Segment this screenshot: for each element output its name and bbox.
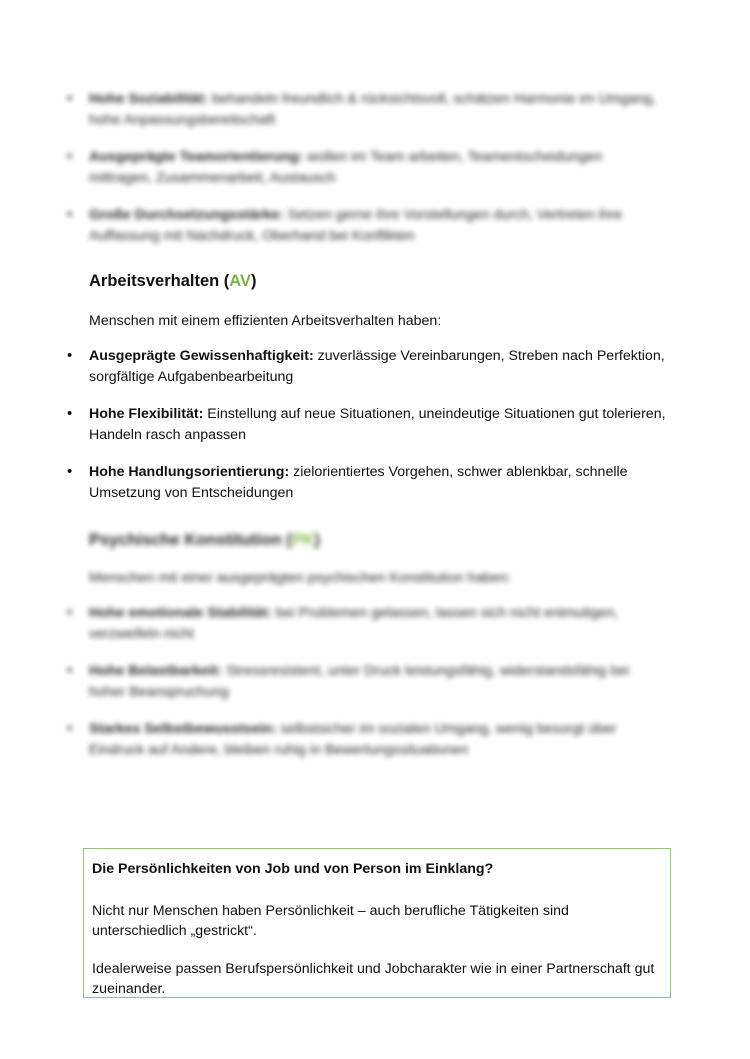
bullet-list bbox=[44, 346, 669, 503]
list-item: • Starkes Selbstbewusstsein: selbstsicher im sozialen Umgang, wenig besorgt über Eindruck auf Andere, bleiben ruhig in Bewertungssituationen bbox=[44, 719, 669, 760]
bullet-list bbox=[44, 603, 669, 760]
list-item: • Hohe Flexibilität: Einstellung auf neue Situationen, uneindeutige Situationen gut tolerieren, Handeln rasch anpassen bbox=[44, 404, 669, 445]
list-item: • Hohe Belastbarkeit: Stressresistent, unter Druck leistungsfähig, widerstandsfähig bei hoher Beanspruchung bbox=[44, 661, 669, 702]
list-item: • Große Durchsetzungsstärke: Setzen gerne ihre Vorstellungen durch, Vertreten ihre Auffassung mit Nachdruck, Oberhand bei Konflikten bbox=[44, 205, 669, 246]
section-heading: Arbeitsverhalten (AV) bbox=[89, 272, 257, 290]
list-item: • Hohe emotionale Stabilität: bei Problemen gelassen, lassen sich nicht entmutigen, verzweifeln nicht bbox=[44, 603, 669, 644]
section-intro: Menschen mit einer ausgeprägten psychischen Konstitution haben: bbox=[89, 570, 511, 586]
info-box-title: Die Persönlichkeiten von Job und von Person im Einklang? bbox=[92, 861, 494, 877]
blurred-section-top bbox=[89, 89, 669, 263]
list-item: • Hohe Soziabilität: behandeln freundlich & rücksichtsvoll, schätzen Harmonie im Umgang, hohe Anpassungsbereitschaft bbox=[44, 89, 669, 130]
section-heading: Psychische Konstitution (PK) bbox=[89, 531, 321, 549]
bullet-list-top bbox=[44, 89, 669, 246]
list-item: • Ausgeprägte Teamorientierung: wollen im Team arbeiten, Teamentscheidungen mittragen, Zusammenarbeit, Austausch bbox=[44, 147, 669, 188]
section-psychische-konstitution bbox=[89, 531, 669, 777]
info-box-paragraph: Nicht nur Menschen haben Persönlichkeit – auch berufliche Tätigkeiten sind unterschiedlich „gestrickt“. bbox=[92, 902, 569, 939]
info-box-paragraph: Idealerweise passen Berufspersönlichkeit und Jobcharakter wie in einer Partnerschaft gut zueinander. bbox=[92, 960, 655, 997]
info-box bbox=[83, 848, 671, 998]
section-abbreviation: AV bbox=[229, 272, 251, 290]
section-arbeitsverhalten bbox=[89, 272, 669, 520]
section-intro: Menschen mit einem effizienten Arbeitsverhalten haben: bbox=[89, 313, 442, 329]
list-item: • Ausgeprägte Gewissenhaftigkeit: zuverlässige Vereinbarungen, Streben nach Perfektion, sorgfältige Aufgabenbearbeitung bbox=[44, 346, 669, 387]
list-item: • Hohe Handlungsorientierung: zielorientiertes Vorgehen, schwer ablenkbar, schnelle Umsetzung von Entscheidungen bbox=[44, 462, 669, 503]
